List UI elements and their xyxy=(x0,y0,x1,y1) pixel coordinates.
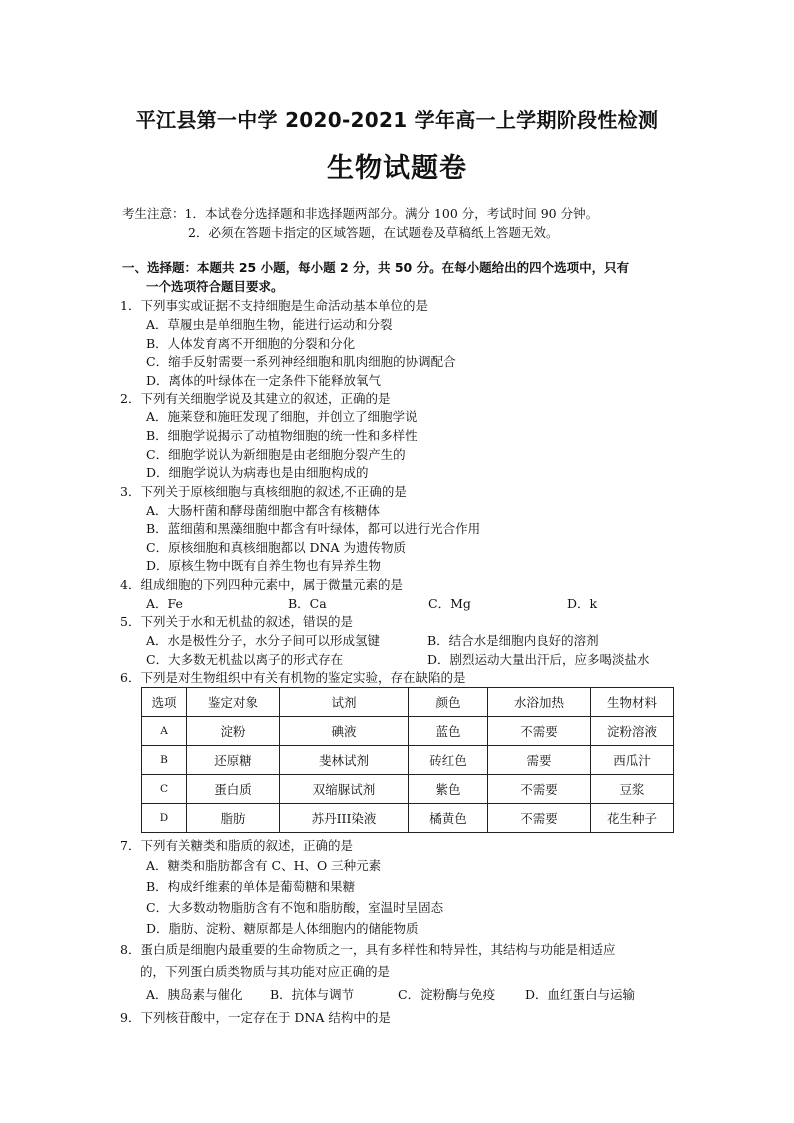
table-cell: B xyxy=(142,746,187,775)
table-cell: 淀粉溶液 xyxy=(591,717,674,746)
question-5-option-c: C．大多数无机盐以离子的形式存在 xyxy=(146,652,344,667)
table-cell: 紫色 xyxy=(409,775,488,804)
question-2-option-a: A．施莱登和施旺发现了细胞，并创立了细胞学说 xyxy=(146,409,418,424)
question-7-option-c: C．大多数动物脂肪含有不饱和脂肪酸，室温时呈固态 xyxy=(146,900,444,915)
question-8-option-a: A．胰岛素与催化 xyxy=(146,987,243,1002)
section-line-1: 一、选择题：本题共 25 小题，每小题 2 分，共 50 分。在每小题给出的四个选项中，只有 xyxy=(122,260,630,275)
table-cell: 豆浆 xyxy=(591,775,674,804)
question-7-option-b: B．构成纤维素的单体是葡萄糖和果糖 xyxy=(146,879,356,894)
table-cell: 蓝色 xyxy=(409,717,488,746)
question-3-option-c: C．原核细胞和真核细胞都以 DNA 为遗传物质 xyxy=(146,540,406,555)
question-1-stem: 1．下列事实或证据不支持细胞是生命活动基本单位的是 xyxy=(120,298,428,313)
question-8-option-d: D．血红蛋白与运输 xyxy=(525,987,636,1002)
question-8-option-c: C．淀粉酶与免疫 xyxy=(398,987,496,1002)
candidate-notice xyxy=(122,204,598,242)
identification-table xyxy=(141,687,674,833)
question-5-stem: 5．下列关于水和无机盐的叙述，错误的是 xyxy=(120,614,353,629)
question-3-option-a: A．大肠杆菌和酵母菌细胞中都含有核糖体 xyxy=(146,503,381,518)
table-row xyxy=(142,775,674,804)
exam-subtitle: 生物试题卷 xyxy=(327,153,467,184)
table-header-cell: 水浴加热 xyxy=(488,688,591,717)
question-2-option-d: D．细胞学说认为病毒也是由细胞构成的 xyxy=(146,465,369,480)
table-header-cell: 鉴定对象 xyxy=(187,688,280,717)
table-cell: 碘液 xyxy=(280,717,409,746)
question-9-stem: 9．下列核苷酸中，一定存在于 DNA 结构中的是 xyxy=(120,1010,391,1025)
table-cell: C xyxy=(142,775,187,804)
question-4-option-c: C．Mg xyxy=(428,596,471,611)
table-cell: 双缩脲试剂 xyxy=(280,775,409,804)
table-cell: 不需要 xyxy=(488,775,591,804)
table-cell: 橘黄色 xyxy=(409,804,488,833)
table-cell: 脂肪 xyxy=(187,804,280,833)
table-cell: 斐林试剂 xyxy=(280,746,409,775)
question-7-option-d: D．脂肪、淀粉、糖原都是人体细胞内的储能物质 xyxy=(146,921,419,936)
question-2-stem: 2．下列有关细胞学说及其建立的叙述，正确的是 xyxy=(120,391,391,406)
question-6-stem: 6．下列是对生物组织中有关有机物的鉴定实验，存在缺陷的是 xyxy=(120,670,466,685)
question-8-option-b: B．抗体与调节 xyxy=(270,987,355,1002)
section-line-2: 一个选项符合题目要求。 xyxy=(146,279,284,294)
question-4-option-b: B．Ca xyxy=(288,596,327,611)
table-cell: A xyxy=(142,717,187,746)
table-row xyxy=(142,804,674,833)
table-cell: 花生种子 xyxy=(591,804,674,833)
table-header-cell: 选项 xyxy=(142,688,187,717)
question-5-option-d: D．剧烈运动大量出汗后，应多喝淡盐水 xyxy=(427,652,650,667)
table-cell: D xyxy=(142,804,187,833)
question-1-option-d: D．离体的叶绿体在一定条件下能释放氧气 xyxy=(146,373,382,388)
question-1-option-a: A．草履虫是单细胞生物，能进行运动和分裂 xyxy=(146,317,393,332)
table-header-row xyxy=(142,688,674,717)
table-row xyxy=(142,746,674,775)
question-3-option-b: B．蓝细菌和黑藻细胞中都含有叶绿体，都可以进行光合作用 xyxy=(146,521,481,536)
question-5-option-a: A．水是极性分子，水分子间可以形成氢键 xyxy=(146,633,381,648)
question-7-stem: 7．下列有关糖类和脂质的叙述，正确的是 xyxy=(120,838,353,853)
table-header-cell: 颜色 xyxy=(409,688,488,717)
table-cell: 西瓜汁 xyxy=(591,746,674,775)
question-4-stem: 4．组成细胞的下列四种元素中，属于微量元素的是 xyxy=(120,577,403,592)
table-header-cell: 生物材料 xyxy=(591,688,674,717)
question-1-option-c: C．缩手反射需要一系列神经细胞和肌肉细胞的协调配合 xyxy=(146,354,456,369)
question-5-option-b: B．结合水是细胞内良好的溶剂 xyxy=(427,633,599,648)
table-cell: 苏丹III染液 xyxy=(280,804,409,833)
table-header-cell: 试剂 xyxy=(280,688,409,717)
question-8-stem-line-1: 8．蛋白质是细胞内最重要的生命物质之一，具有多样性和特异性，其结构与功能是相适应 xyxy=(120,942,616,957)
table-cell: 还原糖 xyxy=(187,746,280,775)
table-cell: 蛋白质 xyxy=(187,775,280,804)
notice-line-1: 考生注意：1．本试卷分选择题和非选择题两部分。满分 100 分，考试时间 90 分钟。 xyxy=(122,206,599,221)
question-7-option-a: A．糖类和脂肪都含有 C、H、O 三种元素 xyxy=(146,858,382,873)
table-cell: 不需要 xyxy=(488,717,591,746)
question-2-option-b: B．细胞学说揭示了动植物细胞的统一性和多样性 xyxy=(146,428,418,443)
section-heading xyxy=(122,258,682,296)
table-cell: 需要 xyxy=(488,746,591,775)
table-cell: 不需要 xyxy=(488,804,591,833)
table-cell: 淀粉 xyxy=(187,717,280,746)
question-1-option-b: B．人体发育离不开细胞的分裂和分化 xyxy=(146,336,356,351)
exam-title: 平江县第一中学 2020-2021 学年高一上学期阶段性检测 xyxy=(135,108,659,132)
question-3-stem: 3．下列关于原核细胞与真核细胞的叙述,不正确的是 xyxy=(120,484,407,499)
question-4-option-d: D．k xyxy=(567,596,598,611)
table-cell: 砖红色 xyxy=(409,746,488,775)
question-3-option-d: D．原核生物中既有自养生物也有异养生物 xyxy=(146,558,382,573)
question-4-option-a: A．Fe xyxy=(146,596,183,611)
table-row xyxy=(142,717,674,746)
notice-line-2: 2．必须在答题卡指定的区域答题，在试题卷及草稿纸上答题无效。 xyxy=(188,225,559,240)
question-2-option-c: C．细胞学说认为新细胞是由老细胞分裂产生的 xyxy=(146,447,406,462)
question-8-stem-line-2: 的，下列蛋白质类物质与其功能对应正确的是 xyxy=(140,964,391,979)
